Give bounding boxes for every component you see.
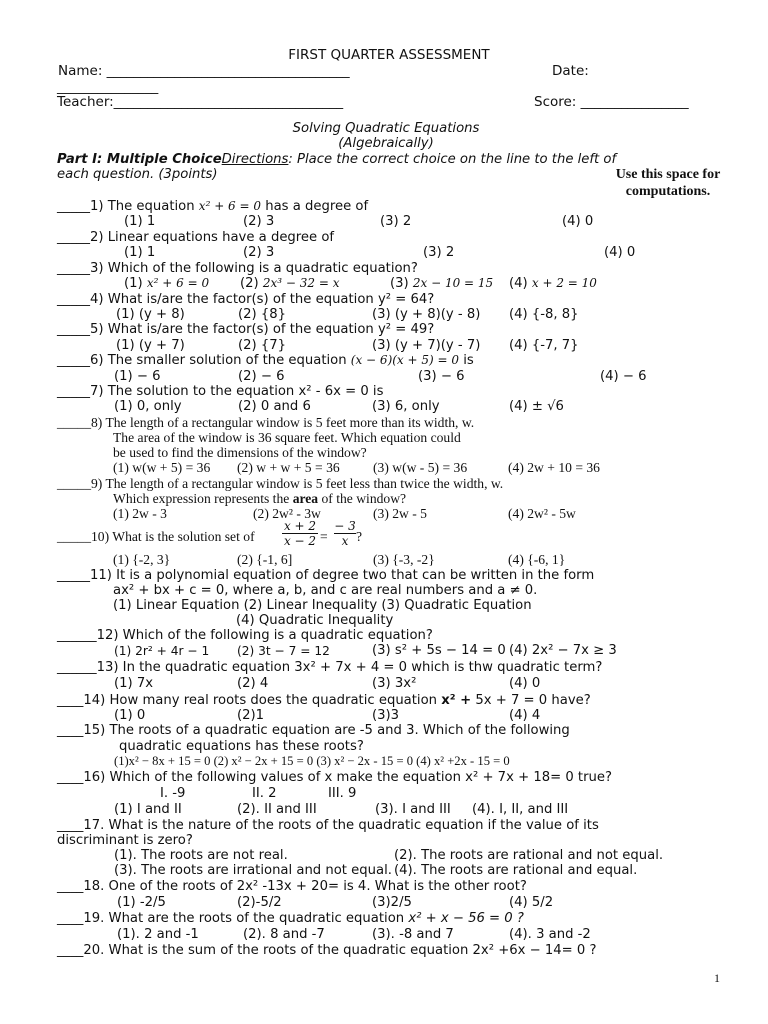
question-10: _____10) What is the solution set of xyxy=(57,529,255,544)
question-9-line2: Which expression represents the area of the window? xyxy=(113,491,407,506)
choices-15: (1)x² − 8x + 15 = 0 (2) x² − 2x + 15 = 0 (3) x² − 2x - 15 = 0 (4) x² +2x - 15 = 0 xyxy=(114,754,510,768)
choice-10-2: (2) {-1, 6] xyxy=(237,552,293,567)
teacher-line: Teacher:__________________________________ xyxy=(57,94,344,110)
choice-1-3: (3) 2 xyxy=(380,214,412,229)
choice-9-2: (2) 2w² - 3w xyxy=(253,506,321,521)
date-blank: _______________ xyxy=(57,79,159,95)
choice-13-3: (3) 3x² xyxy=(372,676,417,691)
question-13: ______13) In the quadratic equation 3x² + 7x + 4 = 0 which is thw quadratic term? xyxy=(57,660,603,675)
choice-4-4: (4) {-8, 8} xyxy=(509,307,579,322)
subtitle: Solving Quadratic Equations xyxy=(292,121,480,136)
question-17: ____17. What is the nature of the roots of the quadratic equation if the value of its xyxy=(57,818,599,833)
question-9: _____9) The length of a rectangular window is 5 feet less than twice the width, w. xyxy=(57,476,504,491)
question-12: ______12) Which of the following is a quadratic equation? xyxy=(57,628,433,643)
roman-3: III. 9 xyxy=(328,786,357,801)
roman-1: I. -9 xyxy=(160,786,186,801)
question-5: _____5) What is/are the factor(s) of the equation y² = 49? xyxy=(57,322,435,337)
choice-19-3: (3). -8 and 7 xyxy=(372,927,454,942)
choice-14-2: (2)1 xyxy=(237,708,265,723)
part-label: Part I: Multiple Choice xyxy=(57,152,222,167)
question-18: ____18. One of the roots of 2x² -13x + 20= is 4. What is the other root? xyxy=(57,879,527,894)
choice-1-2: (2) 3 xyxy=(243,214,275,229)
choice-6-4: (4) − 6 xyxy=(600,369,647,384)
choice-4-3: (3) (y + 8)(y - 8) xyxy=(372,307,481,322)
choice-17-2: (2). The roots are rational and not equal. xyxy=(394,848,664,863)
question-7: _____7) The solution to the equation x² - 6x = 0 is xyxy=(57,384,384,399)
question-8-line2: The area of the window is 36 square feet. Which equation could xyxy=(113,430,461,445)
fraction-1: x + 2 x − 2 xyxy=(283,519,317,548)
subtitle-paren: (Algebraically) xyxy=(338,136,434,151)
question-15-line2: quadratic equations has these roots? xyxy=(119,739,364,754)
choice-5-1: (1) (y + 7) xyxy=(116,338,185,353)
fraction-2: − 3 x xyxy=(334,519,356,548)
choice-5-3: (3) (y + 7)(y - 7) xyxy=(372,338,481,353)
choice-8-4: (4) 2w + 10 = 36 xyxy=(508,460,600,475)
question-15: ____15) The roots of a quadratic equation are -5 and 3. Which of the following xyxy=(57,723,570,738)
choice-10-4: (4) {-6, 1} xyxy=(508,552,566,567)
choice-14-1: (1) 0 xyxy=(114,708,146,723)
choice-5-4: (4) {-7, 7} xyxy=(509,338,579,353)
choice-3-1: (1) x² + 6 = 0 xyxy=(124,276,210,291)
question-16: ____16) Which of the following values of x make the equation x² + 7x + 18= 0 true? xyxy=(57,770,612,785)
date-label: Date: xyxy=(552,63,589,79)
question-6: _____6) The smaller solution of the equation (x − 6)(x + 5) = 0 is xyxy=(57,353,474,368)
choice-7-3: (3) 6, only xyxy=(372,399,440,414)
choice-18-1: (1) -2/5 xyxy=(117,895,166,910)
question-8: _____8) The length of a rectangular window is 5 feet more than its width, w. xyxy=(57,415,475,430)
question-1: _____1) The equation x² + 6 = 0 has a degree of xyxy=(57,199,369,214)
choice-8-1: (1) w(w + 5) = 36 xyxy=(113,460,211,475)
choice-12-4: (4) 2x² − 7x ≥ 3 xyxy=(509,643,617,658)
choice-10-3: (3) {-3, -2} xyxy=(373,552,435,567)
choice-16-4: (4). I, II, and III xyxy=(472,802,569,817)
choice-1-4: (4) 0 xyxy=(562,214,594,229)
assessment-title: FIRST QUARTER ASSESSMENT xyxy=(288,47,490,63)
choice-17-3: (3). The roots are irrational and not equal. xyxy=(114,863,392,878)
choice-3-3: (3) 2x − 10 = 15 xyxy=(390,276,494,291)
choice-19-1: (1). 2 and -1 xyxy=(117,927,199,942)
choice-8-2: (2) w + w + 5 = 36 xyxy=(237,460,340,475)
question-3: _____3) Which of the following is a quadratic equation? xyxy=(57,261,418,276)
choice-9-1: (1) 2w - 3 xyxy=(113,506,167,521)
choice-12-2: (2) 3t − 7 = 12 xyxy=(237,644,330,658)
choice-2-4: (4) 0 xyxy=(604,245,636,260)
choice-6-2: (2) − 6 xyxy=(238,369,285,384)
question-14: ____14) How many real roots does the quadratic equation x² + 5x + 7 = 0 have? xyxy=(57,693,591,708)
choice-8-3: (3) w(w - 5) = 36 xyxy=(373,460,468,475)
choice-4-1: (1) (y + 8) xyxy=(116,307,185,322)
choice-7-1: (1) 0, only xyxy=(114,399,182,414)
choice-19-4: (4). 3 and -2 xyxy=(509,927,591,942)
question-8-line3: be used to find the dimensions of the window? xyxy=(113,445,367,460)
choice-16-3: (3). I and III xyxy=(375,802,451,817)
choice-11-4: (4) Quadratic Inequality xyxy=(236,613,394,628)
question-17-line2: discriminant is zero? xyxy=(57,833,193,848)
choice-6-1: (1) − 6 xyxy=(114,369,161,384)
roman-2: II. 2 xyxy=(252,786,277,801)
choice-9-3: (3) 2w - 5 xyxy=(373,506,427,521)
directions-label: Directions xyxy=(221,152,289,167)
choice-17-4: (4). The roots are rational and equal. xyxy=(394,863,638,878)
choice-7-2: (2) 0 and 6 xyxy=(238,399,311,414)
score-line: Score: ________________ xyxy=(534,94,689,110)
choice-14-3: (3)3 xyxy=(372,708,400,723)
choice-2-1: (1) 1 xyxy=(124,245,156,260)
choice-13-4: (4) 0 xyxy=(509,676,541,691)
choice-5-2: (2) {7} xyxy=(238,338,287,353)
choice-18-3: (3)2/5 xyxy=(372,895,412,910)
choices-11: (1) Linear Equation (2) Linear Inequality (3) Quadratic Equation xyxy=(113,598,532,613)
choice-4-2: (2) {8} xyxy=(238,307,287,322)
question-2: _____2) Linear equations have a degree of xyxy=(57,230,335,245)
choice-13-1: (1) 7x xyxy=(114,676,154,691)
page-number: 1 xyxy=(714,971,720,985)
question-4: _____4) What is/are the factor(s) of the equation y² = 64? xyxy=(57,292,435,307)
choice-10-1: (1) {-2, 3} xyxy=(113,552,171,567)
choice-9-4: (4) 2w² - 5w xyxy=(508,506,576,521)
choice-17-1: (1). The roots are not real. xyxy=(114,848,288,863)
choice-19-2: (2). 8 and -7 xyxy=(243,927,325,942)
choice-18-4: (4) 5/2 xyxy=(509,895,554,910)
directions-cont: each question. (3points) xyxy=(57,167,218,182)
question-20: ____20. What is the sum of the roots of the quadratic equation 2x² +6x − 14= 0 ? xyxy=(57,943,597,958)
choice-12-3: (3) s² + 5s − 14 = 0 xyxy=(372,643,506,658)
choice-13-2: (2) 4 xyxy=(237,676,269,691)
choice-3-4: (4) x + 2 = 10 xyxy=(509,276,597,291)
choice-1-1: (1) 1 xyxy=(124,214,156,229)
choice-2-3: (3) 2 xyxy=(423,245,455,260)
choice-16-2: (2). II and III xyxy=(237,802,317,817)
choice-2-2: (2) 3 xyxy=(243,245,275,260)
choice-3-2: (2) 2x³ − 32 = x xyxy=(240,276,340,291)
name-line: Name: ____________________________________ xyxy=(58,63,350,79)
choice-18-2: (2)-5/2 xyxy=(237,895,282,910)
directions: Part I: Multiple ChoiceDirections: Place the correct choice on the line to the left of xyxy=(57,152,617,167)
choice-7-4: (4) ± √6 xyxy=(509,399,564,414)
question-11-line2: ax² + bx + c = 0, where a, b, and c are real numbers and a ≠ 0. xyxy=(113,583,538,598)
question-11: _____11) It is a polynomial equation of degree two that can be written in the form xyxy=(57,568,595,583)
computation-note: Use this space for computations. xyxy=(615,167,721,199)
choice-16-1: (1) I and II xyxy=(114,802,182,817)
choice-6-3: (3) − 6 xyxy=(418,369,465,384)
choice-12-1: (1) 2r² + 4r − 1 xyxy=(114,644,210,658)
question-19: ____19. What are the roots of the quadratic equation x² + x − 56 = 0 ? xyxy=(57,911,524,926)
choice-14-4: (4) 4 xyxy=(509,708,541,723)
question-10-end: ? xyxy=(356,529,363,544)
equals-sign: = xyxy=(320,529,328,544)
